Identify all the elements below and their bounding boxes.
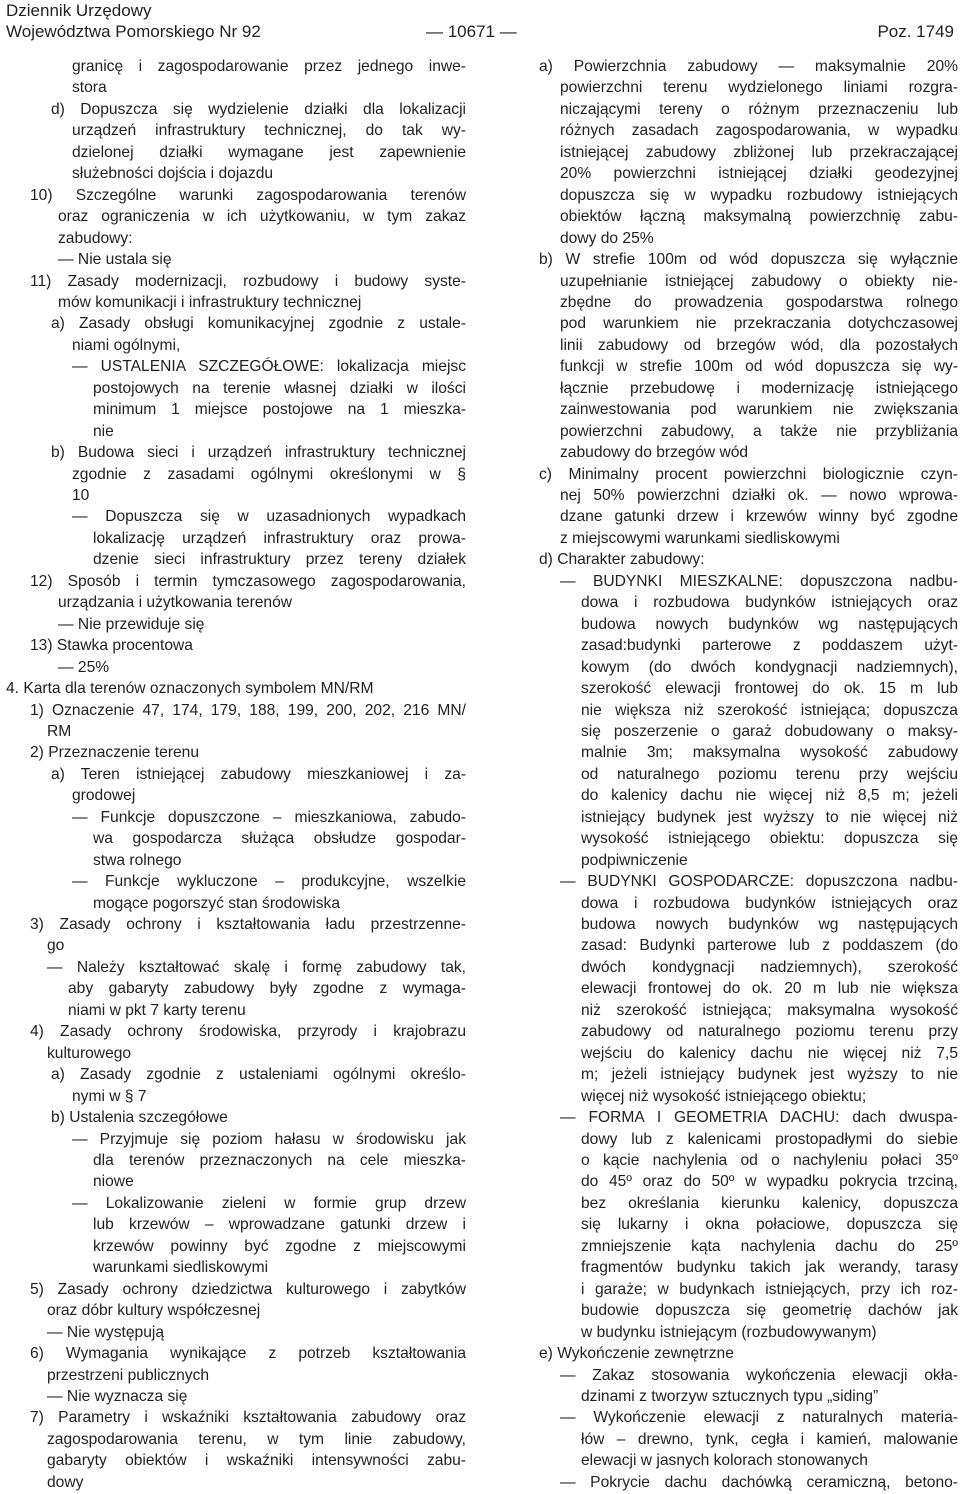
text-line: — Lokalizowanie zieleni w formie grup drzew [72,1194,466,1212]
text-line: istniejący budynek jest wyższy to nie więcej niż [581,808,958,826]
text-line: zabudowy: [58,229,133,247]
text-line: elewacji w jasnych kolorach stonowanych [581,1452,868,1470]
text-line: 2) Przeznaczenie terenu [30,744,200,762]
text-line: więcej niż wysokość istniejącego obiektu; [581,1087,867,1105]
text-line: — Nie występują [47,1323,164,1341]
text-line: linii zabudowy od brzegów wód, dla pozostałych [560,336,958,354]
text-line: nie większa niż szerokość istniejąca; dopuszcza [581,701,958,719]
page-header [0,0,960,44]
text-line: oraz ograniczenia w ich użytkowaniu, w tym zakaz [58,208,466,226]
text-line: dopuszcza się w wypadku rozbudowy istniejących [560,186,958,204]
text-line: dzenie sieci infrastruktury przez tereny działek [93,551,466,569]
text-line: — Pokrycie dachu dachówką ceramiczną, betono- [560,1473,958,1491]
text-line: oraz dóbr kultury współczesnej [47,1302,261,1320]
text-line: urządzania i użytkowania terenów [58,594,293,612]
text-line: do kalenicy dachu nie więcej niż 8,5 m; jeżeli [581,787,958,805]
text-line: — Wykończenie elewacji z naturalnych materia- [560,1409,958,1427]
text-line: 7) Parametry i wskaźniki kształtowania zabudowy oraz [30,1409,466,1427]
text-line: RM [47,722,72,740]
text-line: się lukarny i okna połaciowe, dopuszcza się [581,1216,958,1234]
text-line: stora [72,79,107,97]
text-line: — Należy kształtować skalę i formę zabudowy tak, [47,958,466,976]
text-line: z miejscowymi warunkami siedliskowymi [560,529,840,547]
text-line: 4. Karta dla terenów oznaczonych symbolem MN/RM [6,680,374,697]
text-line: wysokość istniejącego obiektu: dopuszcza się [581,830,958,848]
text-line: b) Ustalenia szczegółowe [51,1109,228,1126]
text-line: zgodnie z zasadami ogólnymi określonymi w § [72,465,466,483]
text-line: a) Zasady zgodnie z ustaleniami ogólnymi określo- [51,1066,466,1084]
text-line: — Nie ustala się [58,251,172,268]
text-line: b) Budowa sieci i urządzeń infrastruktury technicznej [51,444,466,462]
text-line: wejściu do kalenicy dachu nie więcej niż 7,5 [581,1044,958,1062]
text-line: przestrzeni publicznych [47,1366,210,1384]
text-line: a) Zasady obsługi komunikacyjnej zgodnie z ustale- [51,315,466,333]
text-line: dzinami z tworzyw sztucznych typu „siding” [581,1387,879,1405]
text-line: dowy lub z kalenicami prostopadłymi do siebie [581,1130,958,1148]
text-line: m; jeżeli istniejący budynek jest wyższy to nie [581,1066,958,1084]
text-line: budowa nowych budynków wg następujących [581,916,958,933]
text-line: uzupełnianie istniejącej zabudowy o obiekty nie- [560,272,958,290]
text-line: o kącie nachylenia od o nachyleniu połaci 35º [581,1152,958,1169]
text-line: minimum 1 miejsce postojowe na 1 mieszka- [93,401,466,419]
text-line: mogące pogorszyć stan środowiska [93,894,341,912]
text-line: i garaże; w budynkach istniejących, przy ich roz- [581,1280,958,1298]
text-line: 13) Stawka procentowa [30,637,193,655]
text-line: do 45º oraz do 50º w wypadku pokrycia trzciną, [581,1173,958,1191]
position-number: Poz. 1749 [877,22,954,41]
text-line: zasad:budynki parterowe z poddaszem użyt- [581,637,958,655]
text-line: pod warunkiem nie przekraczania dotychczasowej [560,315,958,333]
text-line: budowie dopuszcza się geometrię dachów jak [581,1302,958,1320]
text-line: urządzeń infrastruktury technicznej, do tak wy- [72,122,466,140]
text-line: kowym (do dwóch kondygnacji nadziemnych), [581,658,958,676]
text-line: niami w pkt 7 karty terenu [68,1001,246,1019]
text-line: od naturalnego poziomu terenu przy wejściu [581,765,958,783]
text-line: d) Dopuszcza się wydzielenie działki dla lokalizacji [51,100,466,118]
text-line: zabudowy od naturalnego poziomu terenu przy [581,1023,958,1041]
text-line: — BUDYNKI GOSPODARCZE: dopuszczona nadbu- [560,873,958,891]
text-line: b) W strefie 100m od wód dopuszcza się wyłącznie [539,251,958,268]
page-number: — 10671 — [426,22,517,41]
text-line: niczającymi tereny o różnym przeznaczeniu lub [560,100,958,118]
text-line: fragmentów budynku takich jak werandy, tarasy [581,1259,958,1277]
journal-issue: Województwa Pomorskiego Nr 92 [6,22,261,41]
text-line: bez określania kierunku kalenicy, dopuszcza [581,1194,958,1212]
text-line: dowa i rozbudowa budynków istniejących oraz [581,594,958,612]
text-line: nej 50% powierzchni działki ok. — nowo wprowa- [560,487,958,504]
text-line: podpiwniczenie [581,851,688,869]
text-line: — BUDYNKI MIESZKALNE: dopuszczona nadbu- [560,572,958,590]
text-line: a) Teren istniejącej zabudowy mieszkaniowej i za- [51,765,466,783]
text-line: kulturowego [47,1044,132,1062]
text-line: — Nie przewiduje się [58,615,205,633]
text-line: grodowej [72,787,136,805]
text-line: mów komunikacji i infrastruktury technicznej [58,293,362,311]
text-line: się poszerzenie o garaż dobudowany o maksy- [581,722,958,740]
right-column [494,56,960,1491]
text-line: niowe [93,1173,134,1191]
text-line: malnie 3m; maksymalna wysokość zabudowy [581,744,958,762]
text-line: a) Powierzchnia zabudowy — maksymalnie 20% [539,58,958,75]
text-line: różnych zasadach zagospodarowania, w wypadku [560,122,958,140]
text-line: gabaryty obiektów i wskaźniki intensywności zabu- [47,1452,466,1470]
journal-title: Dziennik Urzędowy [6,1,152,20]
text-line: elewacji frontowej do ok. 20 m lub nie większa [581,980,958,998]
text-line: zmniejszenie kąta nachylenia dachu do 25º [581,1237,958,1255]
text-line: dzielonej działki wymagane jest zapewnienie [72,143,466,161]
text-line: wa gospodarcza służąca obsłudze gospodar- [93,830,466,848]
text-line: zainwestowania pod warunkiem nie zwiększania [560,401,958,419]
text-line: e) Wykończenie zewnętrzne [539,1345,734,1362]
text-line: dowy do 25% [560,229,654,247]
text-line: 3) Zasady ochrony i kształtowania ładu przestrzenne- [30,916,466,933]
text-line: dowy [47,1473,84,1491]
text-line: nie [93,422,114,440]
text-line: lub krzewów – wprowadzane gatunki drzew i [93,1216,466,1234]
text-line: lokalizację urządzeń infrastruktury oraz prowa- [93,529,466,547]
text-line: — FORMA I GEOMETRIA DACHU: dach dwuspa- [560,1109,958,1126]
text-line: powierzchni zabudowy, a także nie przybliżania [560,422,958,440]
text-line: dla terenów przeznaczonych na cele mieszka- [93,1152,466,1169]
text-line: funkcji w strefie 100m od wód dopuszcza się wy- [560,358,958,376]
text-line: 12) Sposób i termin tymczasowego zagospodarowania, [30,572,466,590]
text-line: go [47,937,65,955]
text-line: — Funkcje dopuszczone – mieszkaniowa, zabudo- [72,808,466,826]
text-line: służebności dojścia i dojazdu [72,165,274,183]
text-line: — Dopuszcza się w uzasadnionych wypadkach [72,508,466,526]
text-line: — Przyjmuje się poziom hałasu w środowisku jak [72,1130,466,1148]
text-line: zasad: Budynki parterowe lub z poddaszem (do [581,937,958,955]
text-line: 10) Szczególne warunki zagospodarowania terenów [30,186,466,204]
text-line: obiektów łączną maksymalną powierzchnię zabu- [560,208,958,226]
text-line: budowa nowych budynków wg następujących [581,615,958,633]
text-line: 11) Zasady modernizacji, rozbudowy i budowy syste- [30,272,466,290]
text-line: — Nie wyznacza się [47,1387,188,1405]
text-line: niami ogólnymi, [72,336,181,354]
text-line: granicę i zagospodarowanie przez jednego inwe- [72,58,466,75]
text-line: — Funkcje wykluczone – produkcyjne, wszelkie [72,873,466,891]
text-line: łów – drewno, tynk, cegła i kamień, malowanie [581,1430,958,1448]
text-line: 1) Oznaczenie 47, 174, 179, 188, 199, 200, 202, 216 MN/ [30,701,466,719]
left-column [0,56,478,1491]
text-line: w budynku istniejącym (rozbudowywanym) [581,1323,877,1341]
text-line: istniejącej zabudowy zbliżonej lub przekraczającej [560,143,958,161]
text-line: niż szerokość istniejąca; maksymalna wysokość [581,1001,958,1019]
text-line: aby gabaryty zabudowy były zgodne z wymaga- [68,980,466,998]
text-line: postojowych na terenie własnej działki w ilości [93,379,466,397]
text-line: krzewów powinny być zgodne z miejscowymi [93,1237,466,1255]
text-line: 10 [72,487,90,504]
text-line: stwa rolnego [93,851,182,869]
text-line: — 25% [58,658,110,676]
text-line: szerokość elewacji frontowej do ok. 15 m lub [581,680,958,697]
text-line: c) Minimalny procent powierzchni biologicznie czyn- [539,465,958,483]
text-line: 5) Zasady ochrony dziedzictwa kulturowego i zabytków [30,1280,466,1298]
text-line: 4) Zasady ochrony środowiska, przyrody i krajobrazu [30,1023,466,1041]
text-line: d) Charakter zabudowy: [539,551,705,569]
text-line: dowa i rozbudowa budynków istniejących oraz [581,894,958,912]
text-line: warunkami siedliskowymi [93,1259,269,1277]
text-line: — Zakaz stosowania wykończenia elewacji okła- [560,1366,958,1384]
text-line: zagospodarowania terenu, w tym linie zabudowy, [47,1430,466,1448]
text-line: zbędne do prowadzenia gospodarstwa rolnego [560,293,958,311]
text-line: dwóch kondygnacji nadziemnych), szerokość [581,958,958,976]
text-line: nymi w § 7 [72,1087,147,1105]
text-line: powierzchni terenu wydzielonego liniami rozgra- [560,79,958,97]
text-line: dzane gatunki drzew i krzewów winny być zgodne [560,508,958,526]
text-line: 20% powierzchni istniejącej działki geodezyjnej [560,165,958,183]
text-line: — USTALENIA SZCZEGÓŁOWE: lokalizacja miejsc [72,358,466,376]
text-line: zabudowy do brzegów wód [560,444,749,462]
text-line: łącznie przebudowę i modernizację istniejącego [560,379,958,397]
text-line: 6) Wymagania wynikające z potrzeb kształtowania [30,1345,466,1362]
